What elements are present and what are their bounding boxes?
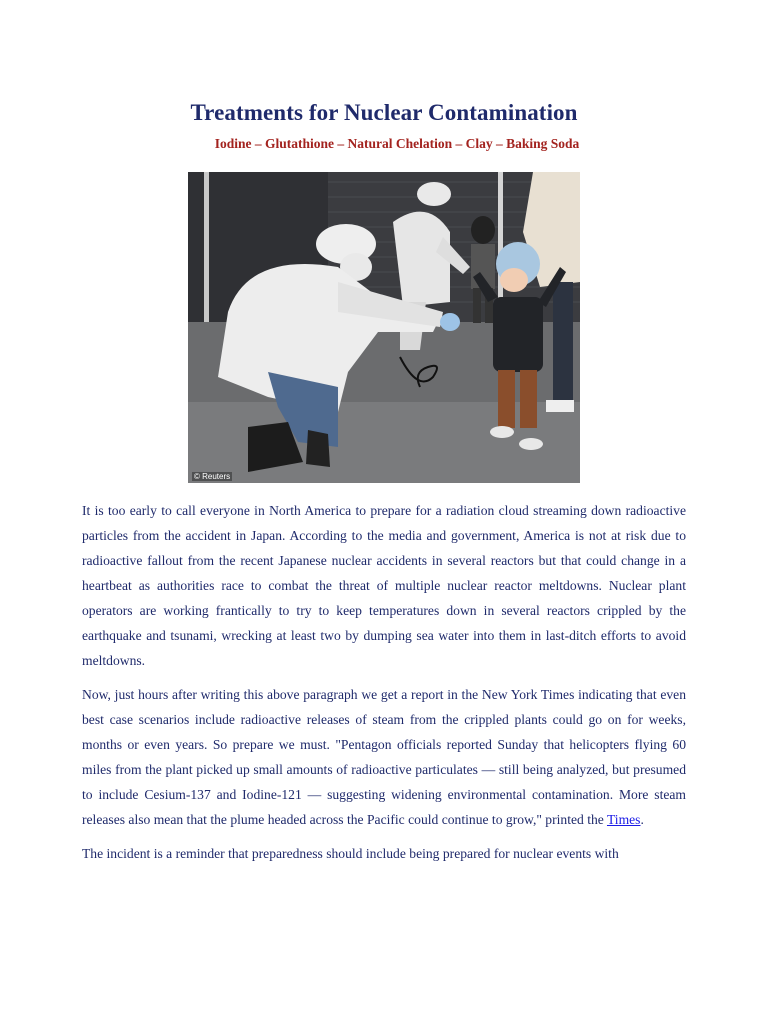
- page-subtitle: Iodine – Glutathione – Natural Chelation – Clay – Baking Soda: [214, 136, 580, 151]
- article-photo: [188, 172, 580, 483]
- photo-credit: © Reuters: [194, 472, 231, 481]
- paragraph-2: [82, 682, 686, 832]
- paragraph-3: The incident is a reminder that preparedness should include being prepared for nuclear events with: [82, 846, 619, 861]
- page-title: Treatments for Nuclear Contamination: [190, 100, 578, 125]
- article-body: [82, 498, 686, 875]
- paragraph-2-text: Now, just hours after writing this above paragraph we get a report in the New York Times indicating that even best case scenarios include radioactive releases of steam from the crippled plants could go on for weeks, months or even years. So prepare we must. "Pentagon officials reported Sunday that helicopters flying 60 miles from the plant picked up small amounts of radioactive particulates — still being analyzed, but presumed to include Cesium-137 and Iodine-121 — suggesting widening environmental contamination. More steam releases also mean that the plume headed across the Pacific could continue to grow," printed the: [82, 687, 686, 827]
- paragraph-2-end: .: [640, 812, 644, 827]
- photo-illustration: [188, 172, 580, 483]
- paragraph-1: It is too early to call everyone in North America to prepare for a radiation cloud streaming down radioactive particles from the accident in Japan. According to the media and government, America is not at risk due to radioactive fallout from the recent Japanese nuclear accidents in several reactors but that could change in a heartbeat as authorities race to combat the threat of multiple nuclear reactor meltdowns. Nuclear plant operators are working frantically to try to keep temperatures down in several reactors crippled by the earthquake and tsunami, wrecking at least two by dumping sea water into them in last-ditch efforts to avoid meltdowns.: [82, 503, 686, 668]
- times-link[interactable]: Times: [606, 812, 641, 827]
